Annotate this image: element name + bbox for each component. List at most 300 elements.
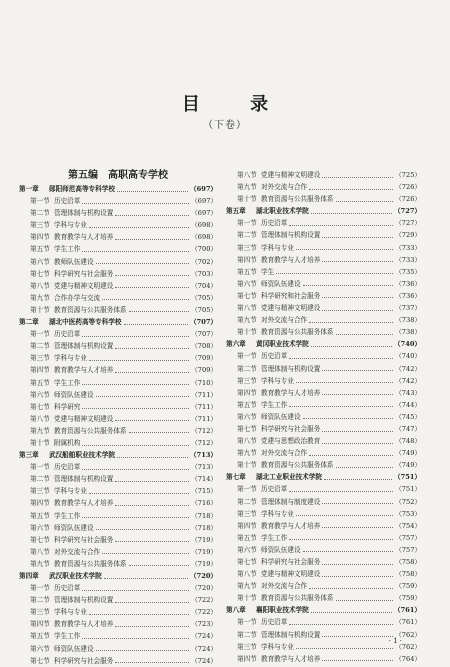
entry-page-number: （753）	[395, 509, 421, 518]
entry-number: 第三节	[237, 509, 257, 518]
dot-leader	[309, 321, 393, 323]
entry-heading	[226, 266, 274, 278]
entry-page-number: （705）	[191, 305, 217, 314]
entry-heading	[19, 292, 100, 304]
entry-title: 党建与精神文明建设	[261, 570, 321, 579]
entry-heading	[19, 534, 113, 546]
entry-heading	[19, 183, 115, 195]
dot-leader	[96, 528, 190, 530]
entry-number: 第五节	[237, 400, 257, 409]
toc-chapter-entry	[19, 449, 217, 461]
entry-page-number: （698）	[191, 221, 217, 230]
toc-section-entry	[226, 266, 421, 278]
entry-page-number: （742）	[395, 376, 421, 385]
entry-page-number: （740）	[394, 340, 421, 349]
entry-title: 教师队伍建设	[54, 257, 94, 266]
entry-heading	[226, 350, 287, 362]
entry-heading	[19, 546, 100, 558]
toc-section-entry	[226, 254, 421, 266]
entry-number: 第四节	[30, 366, 50, 375]
entry-page-number: （727）	[395, 219, 421, 228]
entry-title: 管理体制与机构设置	[261, 231, 321, 240]
dot-leader	[115, 238, 189, 240]
entry-title: 武汉船舶职业技术学院	[49, 451, 115, 460]
dot-leader	[276, 272, 393, 274]
entry-number: 第三节	[30, 608, 50, 617]
entry-heading	[19, 280, 113, 292]
entry-page-number: （700）	[191, 245, 217, 254]
entry-page-number: （719）	[191, 535, 217, 544]
toc-section-entry	[19, 243, 217, 255]
entry-title: 附属机构	[54, 438, 81, 447]
entry-number: 第七章	[226, 473, 246, 482]
dot-leader	[115, 504, 189, 506]
entry-title: 对外交流与合作	[261, 449, 308, 458]
dot-leader	[289, 405, 393, 407]
entry-page-number: （711）	[191, 390, 217, 399]
entry-page-number: （735）	[395, 267, 421, 276]
entry-title: 学科与专业	[54, 608, 87, 617]
dot-leader	[324, 478, 392, 480]
entry-title: 管理体制与机构设置	[54, 475, 114, 484]
dot-leader	[322, 659, 393, 661]
toc-chapter-entry	[19, 183, 217, 195]
entry-page-number: （718）	[191, 511, 217, 520]
entry-number: 第十节	[237, 594, 257, 603]
entry-title: 教育资源与公共服务体系	[54, 559, 127, 568]
entry-page-number: （722）	[191, 608, 217, 617]
entry-number: 第七节	[237, 291, 257, 300]
entry-heading	[226, 629, 320, 641]
toc-chapter-entry	[19, 316, 217, 328]
dot-leader	[129, 310, 190, 312]
entry-page-number: （757）	[395, 545, 421, 554]
entry-heading	[226, 641, 294, 653]
entry-heading	[19, 425, 127, 437]
entry-heading	[226, 363, 320, 375]
toc-section-entry	[19, 364, 217, 376]
entry-title: 科学研究与社会服务	[54, 535, 114, 544]
entry-title: 教育资源与公共服务体系	[261, 328, 334, 337]
entry-number: 第三节	[237, 376, 257, 385]
entry-page-number: （724）	[191, 644, 217, 653]
entry-page-number: （712）	[191, 426, 217, 435]
entry-number: 第二章	[19, 318, 39, 327]
entry-title: 对外交流与合作	[261, 183, 308, 192]
dot-leader	[336, 599, 394, 601]
entry-number: 第二节	[237, 630, 257, 639]
entry-number: 第七节	[237, 558, 257, 566]
toc-right-column	[226, 169, 421, 665]
entry-page-number: （751）	[394, 473, 421, 482]
entry-page-number: （697）	[191, 209, 217, 218]
dot-leader	[82, 516, 189, 518]
entry-number: 第六节	[30, 390, 50, 399]
toc-section-entry	[19, 207, 217, 219]
toc-section-entry	[19, 461, 217, 473]
entry-title: 对外交流与合作	[54, 547, 101, 556]
entry-page-number: （710）	[191, 378, 217, 387]
toc-section-entry	[226, 169, 421, 181]
dot-leader	[89, 359, 189, 361]
entry-number: 第四节	[237, 388, 257, 397]
entry-heading	[19, 340, 113, 352]
entry-page-number: （703）	[191, 269, 217, 278]
entry-heading	[19, 473, 113, 485]
toc-section-entry	[226, 483, 421, 495]
toc-section-entry	[19, 268, 217, 280]
entry-heading	[226, 520, 320, 532]
entry-heading	[226, 435, 320, 447]
dot-leader	[89, 226, 189, 228]
dot-leader	[117, 456, 188, 458]
dot-leader	[115, 601, 189, 603]
entry-heading	[226, 471, 322, 483]
dot-leader	[104, 577, 188, 579]
dot-leader	[336, 333, 394, 335]
entry-title: 历史沿革	[54, 584, 81, 593]
toc-section-entry	[19, 328, 217, 340]
entry-heading	[226, 290, 320, 302]
entry-number: 第一节	[30, 197, 50, 206]
toc-section-entry	[19, 618, 217, 630]
entry-title: 科学研究和社会服务	[261, 291, 321, 300]
entry-title: 湖北职业技术学院	[256, 207, 309, 216]
entry-number: 第六节	[30, 523, 50, 532]
entry-number: 第四节	[30, 620, 50, 629]
entry-number: 第六节	[30, 257, 50, 266]
toc-section-entry	[226, 616, 421, 628]
dot-leader	[309, 188, 393, 190]
entry-heading	[19, 558, 127, 570]
part-heading: 第五编 高职高专学校	[68, 170, 168, 181]
entry-title: 历史沿革	[54, 330, 81, 339]
dot-leader	[129, 564, 190, 566]
entry-page-number: （720）	[191, 584, 217, 593]
entry-heading	[19, 510, 80, 522]
toc-section-entry	[226, 496, 421, 508]
entry-number: 第六章	[226, 340, 246, 349]
entry-title: 对外交流与合作	[261, 582, 308, 591]
entry-number: 第四节	[30, 233, 50, 242]
dot-leader	[322, 309, 393, 311]
entry-number: 第五节	[30, 632, 50, 641]
entry-title: 党建与精神文明建设	[54, 281, 114, 290]
dot-leader	[322, 236, 393, 238]
toc-chapter-entry	[226, 205, 421, 217]
entry-heading	[226, 447, 307, 459]
dot-leader	[115, 214, 189, 216]
entry-number: 第一节	[237, 485, 257, 494]
entry-page-number: （749）	[395, 461, 421, 470]
entry-number: 第二节	[30, 209, 50, 218]
entry-number: 第九节	[30, 426, 50, 435]
entry-number: 第二节	[237, 497, 257, 506]
entry-title: 学生工作	[54, 378, 81, 387]
dot-leader	[322, 260, 393, 262]
entry-number: 第三节	[237, 243, 257, 252]
dot-leader	[296, 514, 393, 516]
page-number: · 1 ·	[388, 637, 402, 645]
dot-leader	[322, 575, 393, 577]
toc-section-entry	[226, 278, 421, 290]
dot-leader	[322, 393, 393, 395]
toc-section-entry	[226, 314, 421, 326]
entry-page-number: （744）	[395, 400, 421, 409]
entry-title: 师资队伍建设	[261, 545, 301, 554]
entry-page-number: （720）	[190, 572, 217, 580]
toc-section-entry	[19, 231, 217, 243]
entry-number: 第七节	[30, 656, 50, 665]
entry-heading	[19, 413, 113, 425]
toc-section-entry	[226, 326, 421, 338]
entry-title: 历史沿革	[54, 463, 81, 472]
entry-heading	[226, 169, 320, 181]
dot-leader	[82, 468, 189, 470]
dot-leader	[89, 492, 189, 494]
entry-title: 合作办学与交流	[54, 293, 101, 302]
toc-section-entry	[19, 280, 217, 292]
entry-heading	[226, 592, 334, 604]
entry-heading	[19, 497, 113, 509]
entry-title: 教育资源与公共服务体系	[261, 195, 334, 204]
entry-number: 第一节	[237, 352, 257, 361]
toc-section-entry	[19, 304, 217, 316]
entry-number: 第八章	[226, 606, 246, 615]
entry-page-number: （726）	[395, 195, 421, 204]
entry-title: 学科与专业	[261, 642, 294, 651]
entry-page-number: （719）	[191, 559, 217, 568]
entry-title: 科学研究	[54, 402, 81, 411]
entry-number: 第九节	[237, 582, 257, 591]
dot-leader	[115, 480, 189, 482]
entry-number: 第七节	[30, 535, 50, 544]
entry-title: 科学研究与社会服务	[261, 558, 321, 566]
dot-leader	[311, 611, 392, 613]
entry-page-number: （757）	[395, 533, 421, 542]
dot-leader	[117, 190, 188, 192]
entry-number: 第三章	[19, 451, 39, 460]
entry-page-number: （764）	[395, 654, 421, 663]
entry-heading	[226, 423, 320, 435]
entry-heading	[19, 195, 80, 207]
entry-page-number: （743）	[395, 388, 421, 397]
toc-chapter-entry	[226, 471, 421, 483]
toc-section-entry	[226, 217, 421, 229]
entry-number: 第二节	[30, 475, 50, 484]
entry-page-number: （711）	[191, 414, 217, 423]
dot-leader	[96, 649, 190, 651]
entry-page-number: （727）	[394, 207, 421, 216]
dot-leader	[115, 661, 189, 663]
entry-title: 教育教学与人才培养	[54, 499, 114, 508]
toc-section-entry	[226, 423, 421, 435]
entry-heading	[19, 328, 80, 340]
entry-heading	[226, 508, 294, 520]
entry-heading	[19, 570, 102, 582]
entry-page-number: （725）	[395, 171, 421, 179]
toc-section-entry	[19, 219, 217, 231]
entry-number: 第六节	[237, 412, 257, 421]
toc-section-entry	[226, 387, 421, 399]
toc-chapter-entry	[19, 570, 217, 582]
entry-page-number: （722）	[191, 596, 217, 605]
entry-number: 第五节	[30, 245, 50, 254]
entry-page-number: （759）	[395, 582, 421, 591]
dot-leader	[102, 552, 189, 554]
toc-section-entry	[19, 606, 217, 618]
dot-leader	[289, 623, 393, 625]
dot-leader	[322, 442, 393, 444]
entry-page-number: （723）	[191, 620, 217, 629]
entry-title: 学科与专业	[261, 509, 294, 518]
toc-section-entry	[19, 594, 217, 606]
entry-number: 第五节	[237, 267, 257, 276]
entry-page-number: （726）	[395, 183, 421, 192]
entry-number: 第十节	[30, 438, 50, 447]
entry-page-number: （697）	[191, 197, 217, 206]
entry-page-number: （737）	[395, 304, 421, 313]
entry-heading	[19, 606, 87, 618]
entry-page-number: （738）	[395, 316, 421, 325]
entry-heading	[19, 219, 87, 231]
entry-heading	[226, 326, 334, 338]
entry-page-number: （733）	[395, 255, 421, 264]
toc-section-entry	[19, 352, 217, 364]
entry-heading	[19, 594, 113, 606]
dot-leader	[336, 200, 394, 202]
entry-title: 教育教学与人才培养	[261, 388, 321, 397]
dot-leader	[322, 635, 393, 637]
entry-title: 学科与专业	[261, 376, 294, 385]
entry-title: 学生工作	[261, 400, 288, 409]
entry-number: 第十节	[30, 305, 50, 314]
entry-title: 学科与专业	[54, 487, 87, 496]
entry-title: 学生工作	[261, 533, 288, 542]
toc-section-entry	[226, 556, 421, 568]
entry-number: 第十节	[237, 461, 257, 470]
entry-heading	[19, 352, 87, 364]
entry-number: 第九节	[237, 183, 257, 192]
entry-title: 教育教学与人才培养	[54, 620, 114, 629]
entry-number: 第四节	[237, 255, 257, 264]
dot-leader	[115, 347, 189, 349]
dot-leader	[296, 647, 393, 649]
entry-page-number: （736）	[395, 279, 421, 288]
toc-section-entry	[226, 181, 421, 193]
entry-heading	[226, 556, 320, 568]
entry-heading	[226, 399, 287, 411]
entry-page-number: （724）	[191, 632, 217, 641]
entry-page-number: （718）	[191, 523, 217, 532]
entry-heading	[226, 604, 309, 616]
toc-section-entry	[19, 534, 217, 546]
entry-page-number: （749）	[395, 449, 421, 458]
entry-title: 师资队伍建设	[261, 279, 301, 288]
toc-section-entry	[226, 193, 421, 205]
entry-heading	[19, 449, 115, 461]
entry-title: 教育资源与公共服务体系	[261, 461, 334, 470]
entry-number: 第三节	[30, 354, 50, 363]
entry-page-number: （736）	[395, 291, 421, 300]
toc-section-entry	[226, 350, 421, 362]
entry-page-number: （740）	[395, 352, 421, 361]
toc-section-entry	[226, 580, 421, 592]
entry-heading	[226, 217, 287, 229]
entry-page-number: （748）	[395, 437, 421, 446]
dot-leader	[311, 212, 392, 214]
entry-title: 教育教学与人才培养	[54, 366, 114, 375]
toc-section-entry	[19, 256, 217, 268]
toc-section-entry	[19, 497, 217, 509]
entry-heading	[19, 256, 94, 268]
entry-number: 第四节	[237, 654, 257, 663]
entry-heading	[226, 532, 287, 544]
entry-page-number: （707）	[191, 330, 217, 339]
entry-page-number: （761）	[394, 606, 421, 615]
entry-number: 第八节	[237, 570, 257, 579]
entry-number: 第十节	[237, 328, 257, 337]
toc-section-entry	[226, 532, 421, 544]
entry-heading	[226, 375, 294, 387]
entry-heading	[226, 387, 320, 399]
entry-title: 郧阳师范高等专科学校	[49, 185, 115, 193]
entry-page-number: （742）	[395, 364, 421, 373]
entry-heading	[226, 496, 320, 508]
entry-title: 教育教学与人才培养	[261, 255, 321, 264]
entry-heading	[19, 522, 94, 534]
entry-page-number: （745）	[395, 412, 421, 421]
entry-title: 管理体制与制度建设	[261, 497, 321, 506]
toc-chapter-entry	[226, 604, 421, 616]
dot-leader	[82, 444, 189, 446]
dot-leader	[115, 625, 189, 627]
entry-page-number: （761）	[395, 618, 421, 627]
entry-heading	[19, 643, 94, 655]
dot-leader	[311, 345, 392, 347]
entry-page-number: （697）	[190, 185, 217, 193]
dot-leader	[115, 286, 189, 288]
entry-heading	[19, 231, 113, 243]
entry-number: 第二节	[237, 231, 257, 240]
entry-page-number: （704）	[191, 281, 217, 290]
toc-section-entry	[19, 437, 217, 449]
toc-section-entry	[226, 592, 421, 604]
entry-page-number: （762）	[395, 630, 421, 639]
dot-leader	[82, 202, 189, 204]
toc-section-entry	[226, 375, 421, 387]
entry-number: 第八节	[30, 547, 50, 556]
entry-title: 湖北中医药高等专科学校	[49, 318, 122, 327]
toc-section-entry	[226, 363, 421, 375]
entry-title: 师资队伍建设	[261, 412, 301, 421]
entry-page-number: （747）	[395, 424, 421, 433]
toc-section-entry	[19, 546, 217, 558]
entry-page-number: （709）	[191, 354, 217, 363]
toc-section-entry	[19, 522, 217, 534]
entry-number: 第九节	[237, 316, 257, 325]
entry-number: 第四章	[19, 572, 39, 580]
entry-number: 第一节	[237, 618, 257, 627]
entry-number: 第九节	[30, 293, 50, 302]
dot-leader	[82, 589, 189, 591]
entry-title: 科学研究与社会服务	[54, 269, 114, 278]
entry-number: 第一节	[30, 330, 50, 339]
toc-section-entry	[19, 195, 217, 207]
toc-section-entry	[19, 643, 217, 655]
toc-section-entry	[226, 544, 421, 556]
toc-section-entry	[19, 413, 217, 425]
